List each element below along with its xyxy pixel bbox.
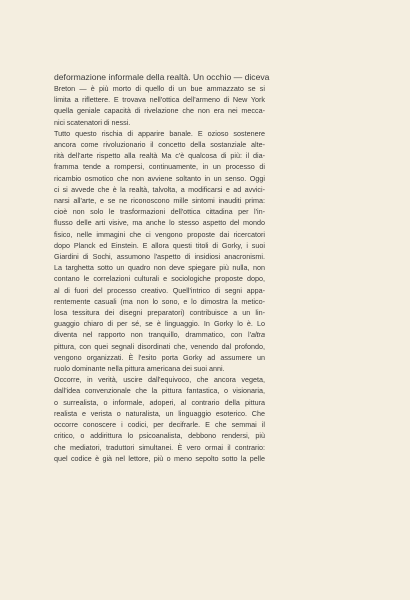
- text-line: dall'idea convenzionale che la pittura fantastica, o visionaria,: [54, 386, 265, 396]
- italic-word: altra: [251, 330, 265, 340]
- text-line: quel codice è già nel lettore, più o meno sepolto sotto la pelle: [54, 453, 265, 463]
- text-line: al di fuori del processo creativo. Quell'intrico di segni appa-: [54, 285, 265, 295]
- text-line: framma tende a rompersi, continuamente, in un processo di: [54, 162, 265, 172]
- text-line: ancora come rivoluzionario il concetto della sostanziale alte-: [54, 140, 265, 150]
- text-line: cioè non solo le trasformazioni dell'ottica cittadina per l'in-: [54, 207, 265, 217]
- text-line: losa tessitura dei disegni preparatori) contribuisce a un lin-: [54, 308, 265, 318]
- text-line: rità dell'arte rispetto alla realtà Ma c'è qualcosa di più: il dia-: [54, 151, 265, 161]
- paragraph-1: [54, 71, 270, 128]
- paragraph-2: [54, 128, 265, 374]
- text-line: deformazione informale della realtà. Un occhio — diceva: [54, 72, 270, 82]
- text-line: critico, o addirittura lo psicoanalista, debbono rendersi, più: [54, 431, 265, 441]
- text-line: Breton — è più morto di quello di un bue ammazzato se si: [54, 84, 265, 93]
- text-line: Tutto questo rischia di apparire banale. E ozioso sostenere: [54, 128, 265, 138]
- text-line: quella geniale capacità di rivelazione che non era nei mecca-: [54, 106, 265, 116]
- text-line: diventa nel rapporto non tranquillo, drammatico, con l'altra: [54, 330, 265, 340]
- text-line: occorre conoscere i codici, per decifrarle. E che semmai il: [54, 420, 265, 430]
- text-line: limita a riflettere. E trovava nell'ottica dell'armeno di New York: [54, 95, 265, 105]
- text-line: ricambio osmotico che non avviene soltanto in un senso. Oggi: [54, 173, 265, 183]
- text-line: vengono organizzati. È l'esito porta Gorky ad assumere un: [54, 352, 265, 362]
- text-line: Occorre, in verità, uscire dall'equivoco, che ancora vegeta,: [54, 375, 265, 385]
- text-line: che mediatori, traduttori simultanei. È vero ormai il contrario:: [54, 442, 265, 452]
- text-line: Giardini di Sochi, assumono l'aspetto di insidiosi anacronismi.: [54, 252, 265, 262]
- text-line: rentemente casuali (ma non lo sono, e lo dimostra la metico-: [54, 296, 265, 306]
- text-line: narsi all'arte, e se ne riconoscono mille sintomi inauditi prima:: [54, 196, 265, 206]
- text-line: fisico, nelle immagini che ci vengono proposte dai ricercatori: [54, 229, 265, 239]
- body-text: [54, 71, 270, 464]
- text-line: La targhetta sotto un quadro non deve spiegare più nulla, non: [54, 263, 265, 273]
- text-line: contano le correlazioni culturali e sociologiche proposte dopo,: [54, 274, 265, 284]
- text-line: pittura, con quei segnali disordinati che, venendo dal profondo,: [54, 341, 265, 351]
- text-line: flusso delle arti visive, ma anche lo stesso aspetto del mondo: [54, 218, 265, 228]
- text-line: ci si avvede che è la realtà, talvolta, a modificarsi e ad avvici-: [54, 184, 265, 194]
- text-line: guaggio chiaro di per sé, se è linguaggio. In Gorky lo è. Lo: [54, 319, 265, 329]
- text-line: dopo Planck ed Einstein. E allora questi titoli di Gorky, i suoi: [54, 240, 265, 250]
- text-line: o surrealista, o informale, adoperi, al contrario della pittura: [54, 397, 265, 407]
- text-line: nici scatenatori di nessi.: [54, 117, 131, 127]
- paragraph-3: [54, 374, 265, 464]
- text-line: realista e verista o naturalista, un linguaggio esoterico. Che: [54, 408, 265, 418]
- text-line: ruolo dominante nella pittura americana dei suoi anni.: [54, 364, 225, 374]
